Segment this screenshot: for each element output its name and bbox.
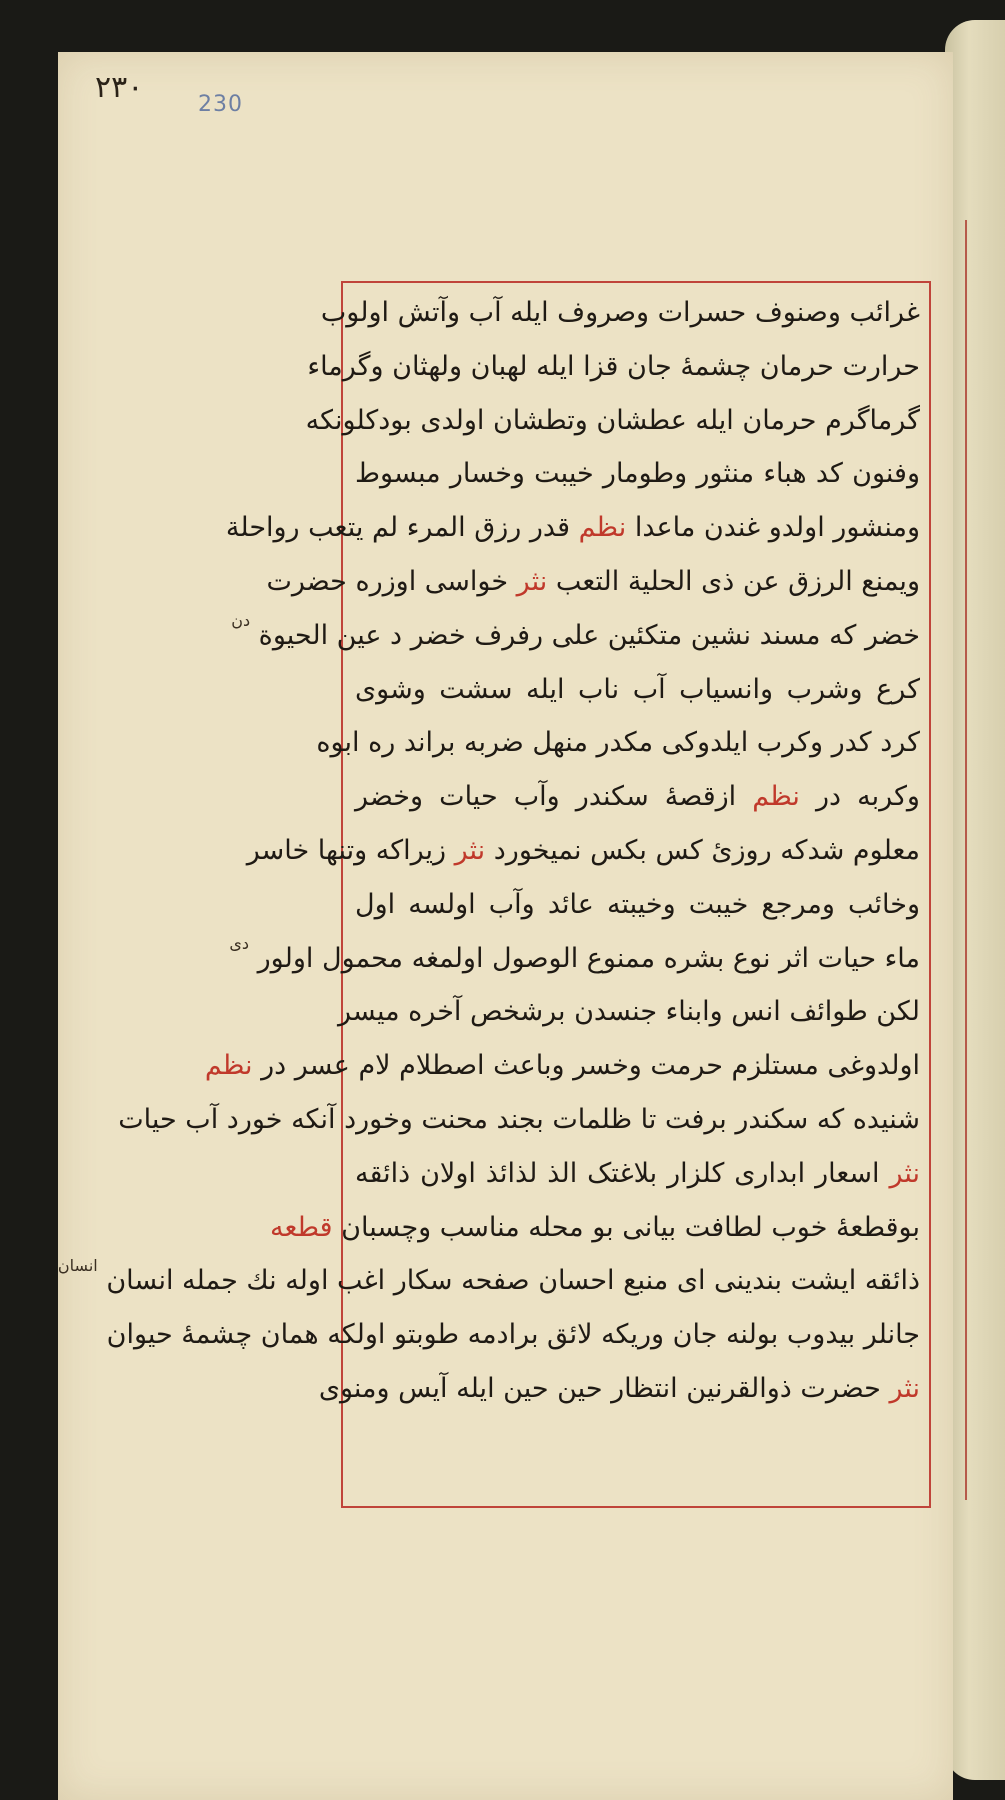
line-text-after-rubric: ازقصهٔ سکندر وآب حیات وخضر bbox=[355, 781, 737, 813]
interlinear-gloss: دی bbox=[229, 933, 250, 953]
pencil-folio-number: 230 bbox=[198, 92, 243, 117]
line-text: ومنشور اولدو غندن ماعدا bbox=[634, 512, 920, 544]
rubric-word: نظم bbox=[752, 781, 800, 813]
line-text: کرع وشرب وانسیاب آب ناب ایله سشت وشوی bbox=[355, 673, 920, 705]
line-text-after-rubric: قدر رزق المرء لم یتعب رواحلة bbox=[225, 512, 570, 544]
line-text: اولدوغی مستلزم حرمت وخسر وباعث اصطلام لام عسر در bbox=[261, 1050, 920, 1082]
text-line bbox=[337, 985, 920, 1039]
text-block bbox=[57, 286, 920, 1416]
text-line bbox=[355, 663, 920, 717]
line-text: خضر که مسند نشین متکئین علی رفرف خضر د عین الحیوة bbox=[258, 619, 920, 651]
text-line bbox=[118, 1093, 920, 1147]
rubric-word: نثر bbox=[516, 565, 548, 597]
text-line bbox=[316, 716, 920, 770]
line-text: وفنون کد هباء منثور وطومار خیبت وخسار مبسوط bbox=[355, 458, 920, 490]
line-text: ذائقه ‌ایشت بندینی ای منبع احسان صفحه سکار اغب اوله نك جمله ‌انسان bbox=[106, 1265, 920, 1297]
line-text: شنیده که سکندر برفت تا ظلمات بجند محنت وخورد آنکه خورد آب حیات bbox=[118, 1103, 920, 1135]
rubric-word: نظم bbox=[578, 512, 627, 544]
text-line bbox=[246, 824, 920, 878]
next-page-frame-rule bbox=[965, 220, 967, 1500]
text-line bbox=[305, 394, 920, 448]
line-text: ویمنع الرزق عن ذی الحلیة التعب bbox=[555, 565, 920, 597]
text-line bbox=[307, 340, 920, 394]
line-text: حرارت حرمان چشمهٔ جان قزا ایله لهبان ولهثان وگرماء bbox=[307, 350, 920, 382]
text-line bbox=[229, 932, 920, 986]
rubric-word: نظم bbox=[204, 1050, 253, 1082]
rubric-word: قطعه bbox=[270, 1211, 333, 1243]
next-page-edge bbox=[945, 20, 1005, 1780]
line-text: لکن طوائف انس وابناء جنسدن برشخص آخره میسر bbox=[337, 996, 920, 1028]
text-line bbox=[318, 1362, 920, 1416]
text-line bbox=[231, 609, 920, 663]
line-text: وکربه در bbox=[816, 781, 920, 813]
text-line bbox=[270, 1201, 920, 1255]
text-line bbox=[266, 555, 920, 609]
text-line bbox=[355, 770, 920, 824]
text-line bbox=[320, 286, 920, 340]
folio-number: ٢٣٠ bbox=[95, 70, 144, 105]
text-line bbox=[355, 878, 920, 932]
line-text: کرد کدر وکرب ایلدوکی مکدر منهل ضربه براند ره ابوه bbox=[316, 727, 920, 759]
text-line bbox=[57, 1254, 920, 1308]
text-line bbox=[355, 447, 920, 501]
text-line bbox=[225, 501, 920, 555]
line-text-after-rubric: خواسی اوزره حضرت bbox=[266, 565, 509, 597]
rubric-word: نثر bbox=[889, 1372, 920, 1404]
interlinear-gloss: دن bbox=[231, 610, 251, 630]
line-text: جانلر بیدوب بولنه جان وریکه لائق برادمه طوبتو اولکه همان چشمهٔ حیوان bbox=[106, 1319, 920, 1351]
line-text: ماء حیات اثر نوع بشره ممنوع الوصول اولمغه محمول اولور bbox=[257, 942, 920, 974]
line-text: گرماگرم حرمان ایله عطشان وتطشان اولدی بودکلونکه bbox=[305, 404, 920, 436]
text-line bbox=[355, 1147, 920, 1201]
text-line bbox=[106, 1308, 920, 1362]
rubric-word: نثر bbox=[889, 1157, 920, 1189]
line-text-after-rubric: حضرت ذوالقرنین انتظار حین حین ایله آیس ومنوی bbox=[318, 1372, 881, 1404]
line-text: معلوم شدکه روزئ کس بکس نمیخورد bbox=[493, 834, 920, 866]
line-text-after-rubric: زیراکه وتنها خاسر bbox=[246, 834, 447, 866]
interlinear-gloss: انسان bbox=[57, 1256, 98, 1276]
line-text: غرائب وصنوف حسرات وصروف ایله ‌آب وآتش اولوب bbox=[320, 297, 920, 328]
line-text-after-rubric: اسعار ابداری کلزار بلاغتک الذ لذائذ اولان ذائقه bbox=[355, 1157, 880, 1189]
rubric-word: نثر bbox=[454, 834, 486, 866]
line-text: وخائب ومرجع خیبت وخیبته عائد وآب اولسه اول bbox=[355, 888, 920, 920]
line-text: بوقطعهٔ خوب لطافت بیانی بو محله مناسب وچسبان bbox=[341, 1211, 920, 1243]
text-line bbox=[204, 1039, 920, 1093]
